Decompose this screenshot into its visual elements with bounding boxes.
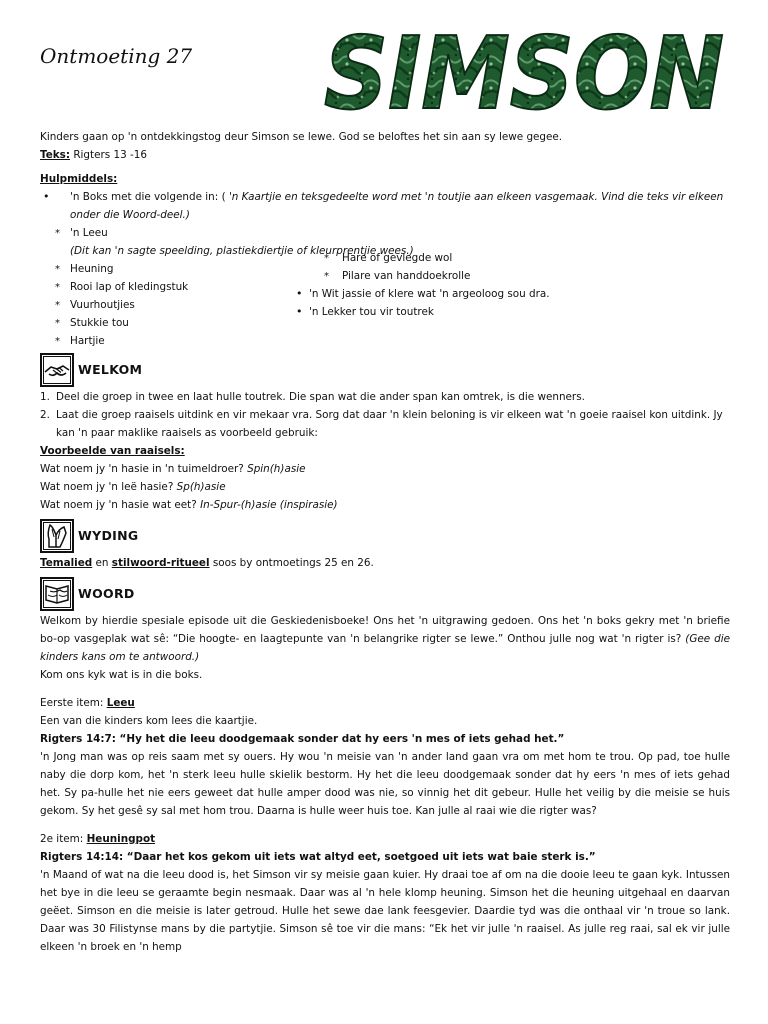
praying-hands-icon — [40, 519, 74, 553]
logo-text: SIMSON — [324, 28, 724, 116]
intro-line: Kinders gaan op 'n ontdekkingstog deur Simson se lewe. God se beloftes het sin aan sy lewe gegee. — [40, 131, 563, 143]
section-heading: WOORD — [78, 586, 135, 601]
hulpmiddels-list — [40, 188, 730, 224]
item1-line: Een van die kinders kom lees die kaartjie. — [40, 715, 258, 727]
box-item — [40, 188, 730, 224]
list-item: * Hare of gevlegde wol — [296, 249, 726, 267]
item2-title: 2e item: Heuningpot — [40, 833, 156, 845]
woord-intro: Welkom by hierdie spesiale episode uit die Geskiedenisboeke! Ons het 'n uitgrawing gedoen. Ons het 'n boks gekry met 'n briefie bo-op vasgeplak wat sê: “Die hoogte- en laagtepunte van 'n belangrike rigter se lewe.” Onthou julle nog wat 'n rigter is? (Gee die kinders kans om te antwoord.) — [40, 615, 730, 663]
item1-title: Eerste item: Leeu — [40, 697, 135, 709]
list-item: * Hartjie — [40, 332, 296, 350]
items-columns — [40, 224, 730, 350]
list-item: 2. Laat die groep raaisels uitdink en vir mekaar vra. Sorg dat daar 'n klein beloning is vir elkeen wat 'n goeie raaisel kon uitdink. Jy kan 'n paar maklike raaisels as voorbeeld gebruik: — [40, 409, 723, 439]
list-item: * Heuning — [40, 260, 296, 278]
item1-story: 'n Jong man was op reis saam met sy ouers. Hy wou 'n meisie van 'n ander land gaan vra om met hom te trou. Op pad, toe hulle naby die dorp kom, het 'n sterk leeu hulle skielik bestorm. Hy het die leeu doodgemaak sonder dat hy eers 'n mes of iets gehad het. Sy pa-hulle het nie eers geweet dat hulle amper dood was nie, so vinnig het dit gebeur. Hulle het veilig by die meisie se huis gekom. Sy het gesê sy sal met hom trou. Daarna is hulle weer huis toe. Kan julle al raai wie die rigter was? — [40, 751, 730, 817]
section-heading: WELKOM — [78, 362, 143, 377]
box-item-prefix: 'n Boks met die volgende in: ( — [70, 191, 226, 203]
page-title: Ontmoeting 27 — [40, 44, 193, 68]
extra-items-list — [296, 224, 726, 350]
teks-label: Teks: — [40, 149, 71, 161]
examples-heading: Voorbeelde van raaisels: — [40, 445, 185, 457]
item1-verse: Rigters 14:7: “Hy het die leeu doodgemaak sonder dat hy eers 'n mes of iets gehad het.” — [40, 733, 565, 745]
example-riddle: Wat noem jy 'n hasie in 'n tuimeldroer? Spin(h)asie — [40, 463, 306, 475]
list-item: * Pilare van handdoekrolle — [296, 267, 726, 285]
wyding-text: Temalied en stilwoord-ritueel soos by ontmoetings 25 en 26. — [40, 557, 374, 569]
list-item: * Vuurhoutjies — [40, 296, 296, 314]
list-item: * Rooi lap of kledingstuk — [40, 278, 296, 296]
section-heading: WYDING — [78, 528, 139, 543]
example-riddle: Wat noem jy 'n leë hasie? Sp(h)asie — [40, 481, 226, 493]
section-woord — [40, 576, 730, 612]
list-item: 1. Deel die groep in twee en laat hulle toutrek. Die span wat die ander span kan omtrek, is die wenners. — [40, 391, 585, 403]
list-item: * Stukkie tou — [40, 314, 296, 332]
teks-value: Rigters 13 -16 — [70, 149, 147, 161]
teks-line — [40, 146, 730, 164]
bible-icon — [40, 577, 74, 611]
handshake-icon — [40, 353, 74, 387]
list-item: • 'n Wit jassie of klere wat 'n argeoloog sou dra. — [296, 285, 726, 303]
item2-story: 'n Maand of wat na die leeu dood is, het Simson vir sy meisie gaan kuier. Hy draai toe af om na die dooie leeu te gaan kyk. Intussen het bye in die leeu se geraamte begin nesmaak. Daar was al 'n hele klomp heuning. Simson het die heuning uitgehaal en daarvan geëet. Simson en die meisie is later getroud. Hulle het sewe dae lank feesgevier. Daardie tyd was die onthaal vir 'n troue so lank. Daar was 30 Filistynse mans by die partytjie. Simson sê toe vir die mans: “Ek het vir julle 'n raaisel. As julle reg raai, sal ek vir julle elkeen 'n broek en 'n hemp — [40, 869, 730, 953]
hulpmiddels-heading: Hulpmiddels: — [40, 173, 118, 185]
section-welkom — [40, 352, 730, 388]
list-item: * 'n Leeu (Dit kan 'n sagte speelding, plastiekdiertjie of kleurprentjie wees.) — [40, 224, 296, 260]
example-riddle: Wat noem jy 'n hasie wat eet? In-Spur-(h)asie (inspirasie) — [40, 499, 338, 511]
simson-logo — [318, 28, 730, 116]
section-wyding — [40, 518, 730, 554]
box-item-note: 'n Kaartjie en teksgedeelte word met 'n toutjie aan elkeen vasgemaak. Vind die teks vir elkeen onder die Woord-deel.) — [70, 191, 724, 221]
list-item: • 'n Lekker tou vir toutrek — [296, 303, 726, 321]
content — [40, 128, 730, 956]
woord-intro-line2: Kom ons kyk wat is in die boks. — [40, 669, 203, 681]
item2-verse: Rigters 14:14: “Daar het kos gekom uit iets wat altyd eet, soetgoed uit iets wat baie sterk is.” — [40, 851, 596, 863]
